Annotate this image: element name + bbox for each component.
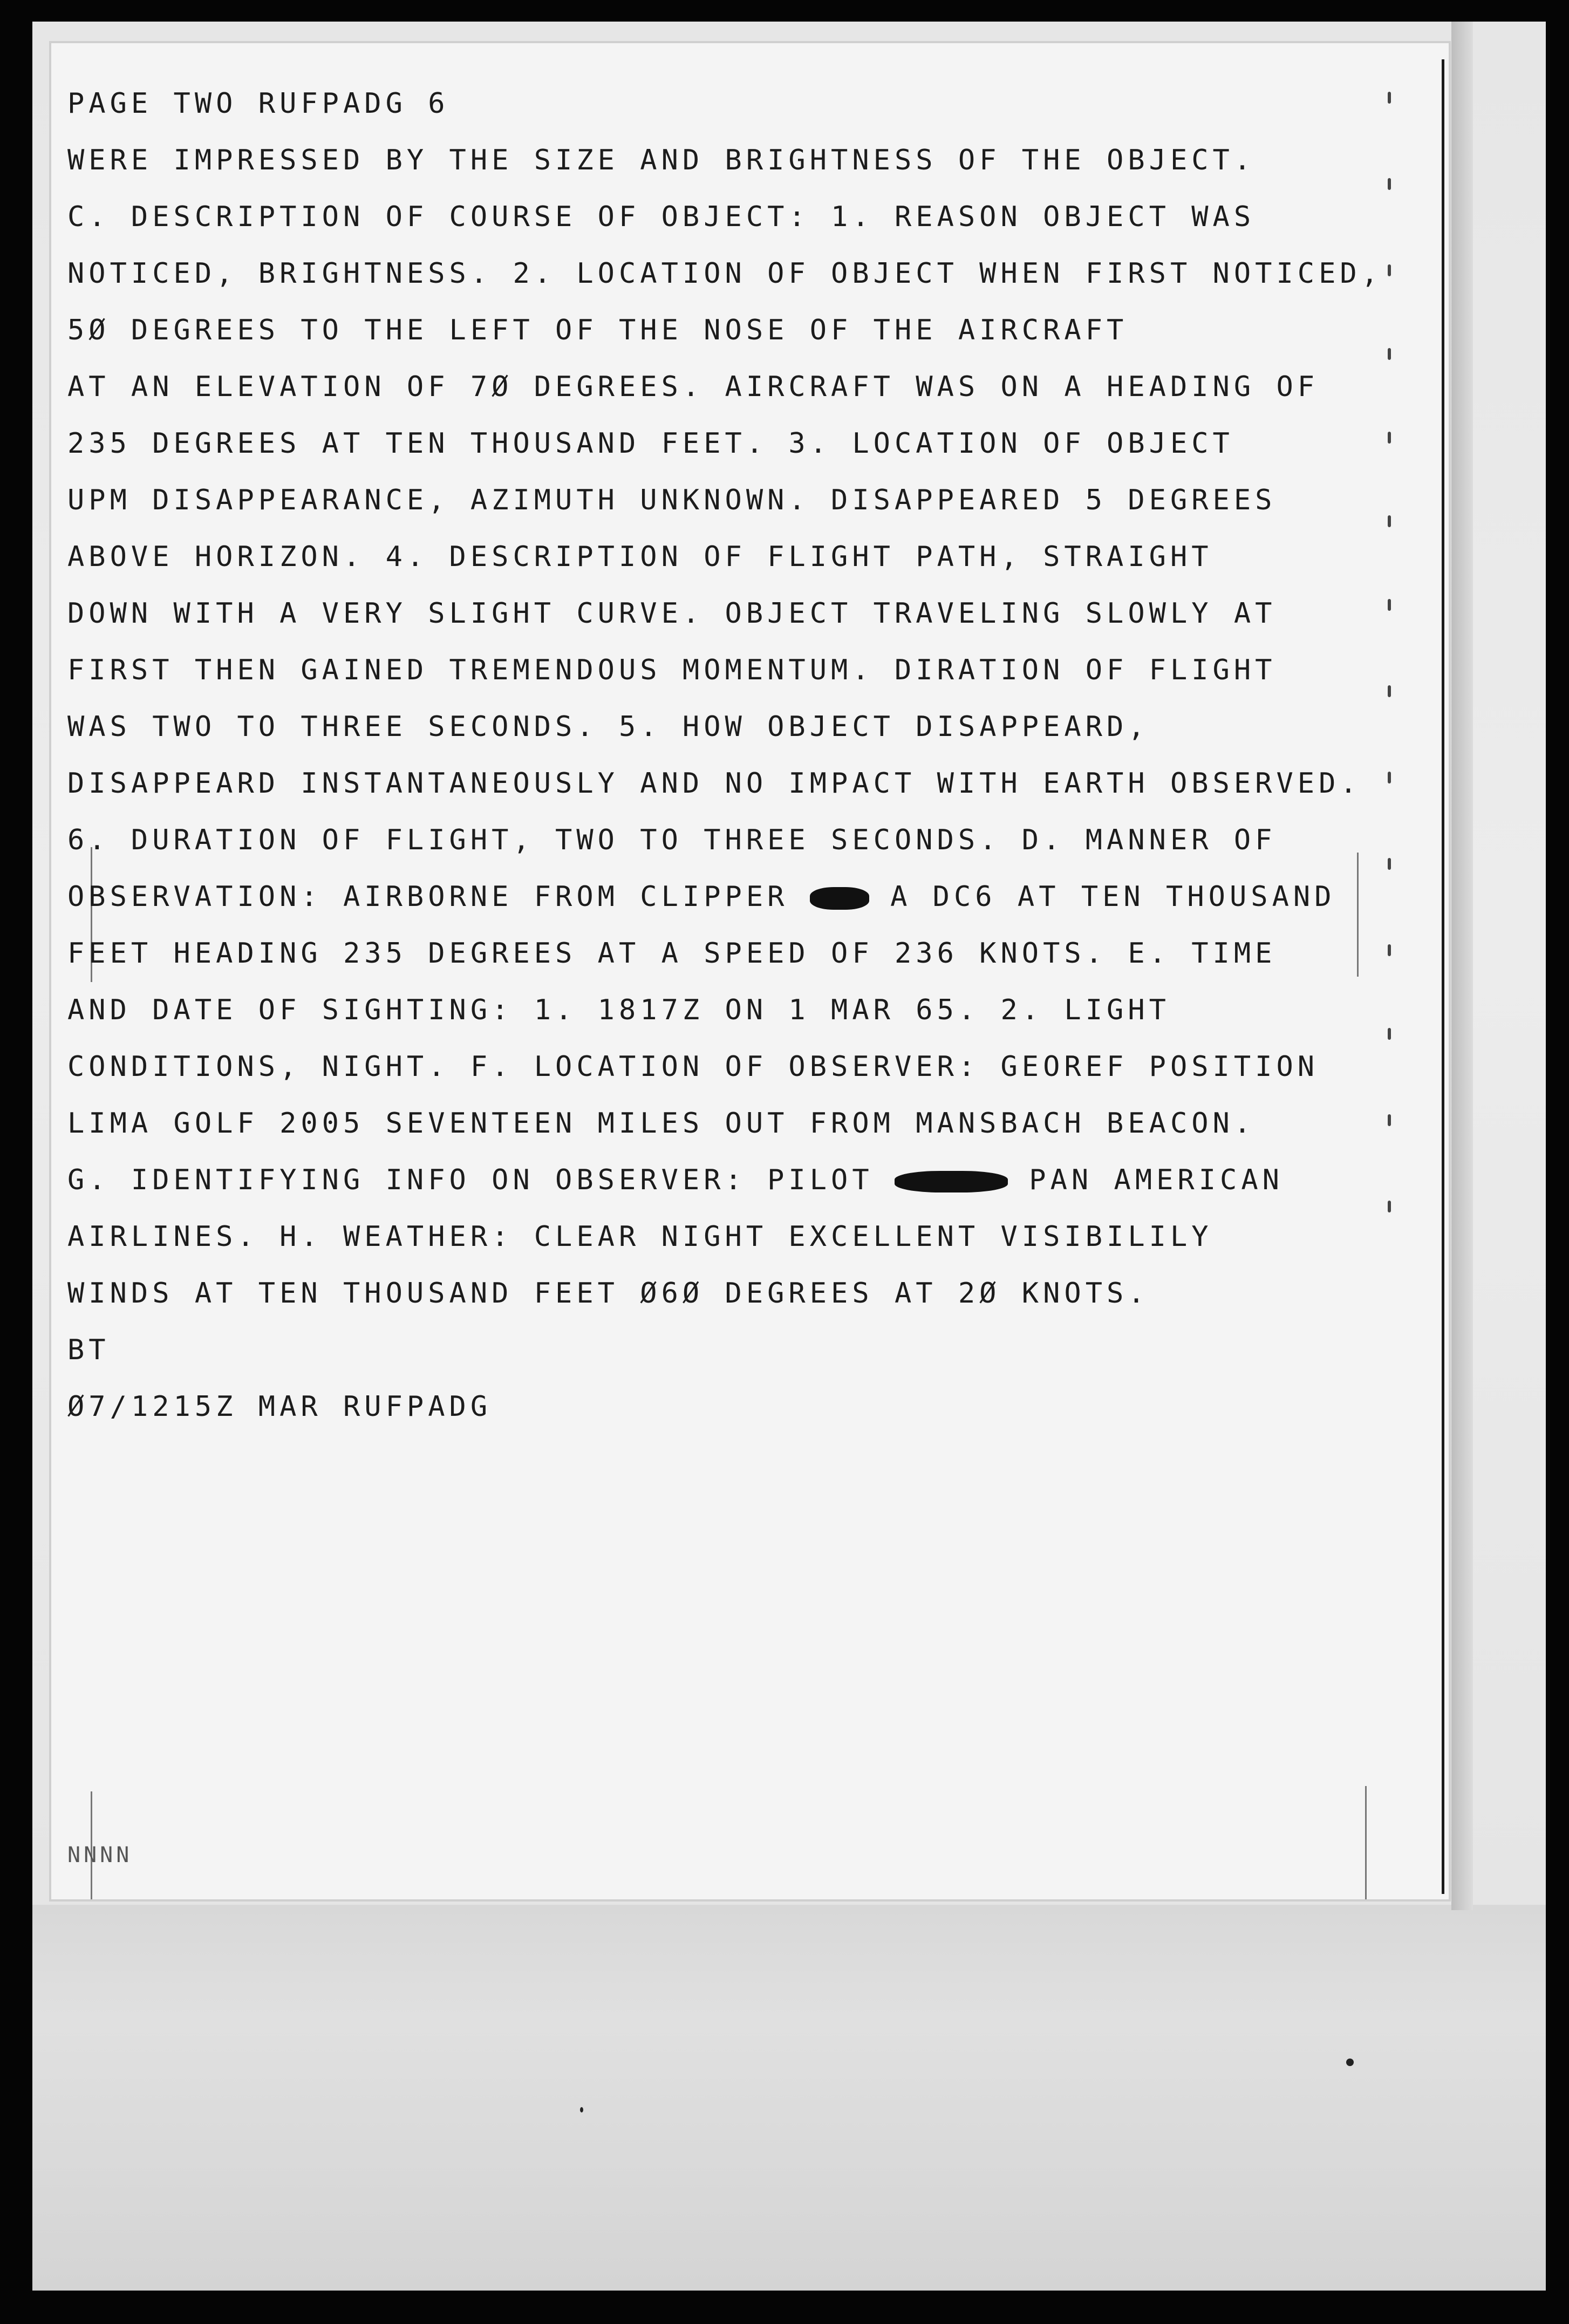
message-line: WINDS AT TEN THOUSAND FEET Ø6Ø DEGREES AT 2Ø KNOTS. bbox=[67, 1277, 1149, 1310]
teletype-message bbox=[67, 76, 1383, 1435]
margin-tick bbox=[1388, 1028, 1391, 1040]
margin-tick bbox=[1388, 858, 1391, 870]
margin-tick bbox=[1388, 348, 1391, 360]
message-line: DISAPPEARD INSTANTANEOUSLY AND NO IMPACT WITH EARTH OBSERVED. bbox=[67, 767, 1361, 800]
margin-tick bbox=[1388, 599, 1391, 611]
message-line: AT AN ELEVATION OF 7Ø DEGREES. AIRCRAFT WAS ON A HEADING OF bbox=[67, 371, 1319, 403]
margin-mark bbox=[1365, 1786, 1367, 1899]
message-text: G. IDENTIFYING INFO ON OBSERVER: PILOT bbox=[67, 1164, 874, 1196]
message-line: DOWN WITH A VERY SLIGHT CURVE. OBJECT TRAVELING SLOWLY AT bbox=[67, 597, 1277, 630]
message-line: FIRST THEN GAINED TREMENDOUS MOMENTUM. DIRATION OF FLIGHT bbox=[67, 654, 1277, 686]
margin-tick bbox=[1388, 1201, 1391, 1212]
message-line: WERE IMPRESSED BY THE SIZE AND BRIGHTNESS OF THE OBJECT. bbox=[67, 144, 1256, 176]
margin-tick bbox=[1388, 1114, 1391, 1126]
message-line: PAGE TWO RUFPADG 6 bbox=[67, 87, 449, 120]
message-line: WAS TWO TO THREE SECONDS. 5. HOW OBJECT DISAPPEARD, bbox=[67, 711, 1149, 743]
end-marker: BT bbox=[67, 1334, 110, 1366]
date-time-group: Ø7/1215Z MAR RUFPADG bbox=[67, 1391, 492, 1423]
message-line-with-redaction bbox=[67, 869, 1362, 925]
margin-tick bbox=[1388, 264, 1391, 276]
margin-tick bbox=[1388, 772, 1391, 783]
scanner-bed-area bbox=[32, 1905, 1546, 2291]
message-line: FEET HEADING 235 DEGREES AT A SPEED OF 236 KNOTS. E. TIME bbox=[67, 937, 1277, 970]
message-line: NOTICED, BRIGHTNESS. 2. LOCATION OF OBJECT WHEN FIRST NOTICED, bbox=[67, 257, 1383, 290]
message-line: AND DATE OF SIGHTING: 1. 1817Z ON 1 MAR 65. 2. LIGHT bbox=[67, 994, 1170, 1026]
redaction-mark bbox=[895, 1171, 1008, 1192]
margin-tick bbox=[1388, 685, 1391, 697]
margin-tick bbox=[1388, 92, 1391, 104]
dust-speck bbox=[1346, 2059, 1354, 2066]
redaction-mark bbox=[810, 887, 869, 910]
dust-speck bbox=[580, 2107, 583, 2112]
message-text: PAN AMERICAN bbox=[1029, 1164, 1284, 1196]
message-line: UPM DISAPPEARANCE, AZIMUTH UNKNOWN. DISAPPEARED 5 DEGREES bbox=[67, 484, 1277, 516]
message-line: 235 DEGREES AT TEN THOUSAND FEET. 3. LOCATION OF OBJECT bbox=[67, 427, 1234, 460]
margin-tick bbox=[1388, 178, 1391, 190]
message-line: AIRLINES. H. WEATHER: CLEAR NIGHT EXCELLENT VISIBILILY bbox=[67, 1221, 1213, 1253]
message-line: 6. DURATION OF FLIGHT, TWO TO THREE SECONDS. D. MANNER OF bbox=[67, 824, 1277, 856]
message-line-with-redaction bbox=[67, 1152, 1362, 1209]
message-line: LIMA GOLF 2005 SEVENTEEN MILES OUT FROM MANSBACH BEACON. bbox=[67, 1107, 1256, 1140]
message-line: C. DESCRIPTION OF COURSE OF OBJECT: 1. REASON OBJECT WAS bbox=[67, 201, 1256, 233]
page-right-rule bbox=[1442, 59, 1444, 1894]
message-line: 5Ø DEGREES TO THE LEFT OF THE NOSE OF THE AIRCRAFT bbox=[67, 314, 1128, 346]
message-text: OBSERVATION: AIRBORNE FROM CLIPPER bbox=[67, 881, 789, 913]
message-trailer: NNNN bbox=[67, 1843, 133, 1868]
message-text: A DC6 AT TEN THOUSAND bbox=[890, 881, 1336, 913]
margin-tick bbox=[1388, 944, 1391, 956]
message-line: ABOVE HORIZON. 4. DESCRIPTION OF FLIGHT PATH, STRAIGHT bbox=[67, 541, 1213, 573]
message-line: CONDITIONS, NIGHT. F. LOCATION OF OBSERVER: GEOREF POSITION bbox=[67, 1051, 1319, 1083]
margin-tick bbox=[1388, 515, 1391, 527]
margin-tick bbox=[1388, 432, 1391, 444]
page-edge-shadow bbox=[1451, 22, 1473, 1910]
